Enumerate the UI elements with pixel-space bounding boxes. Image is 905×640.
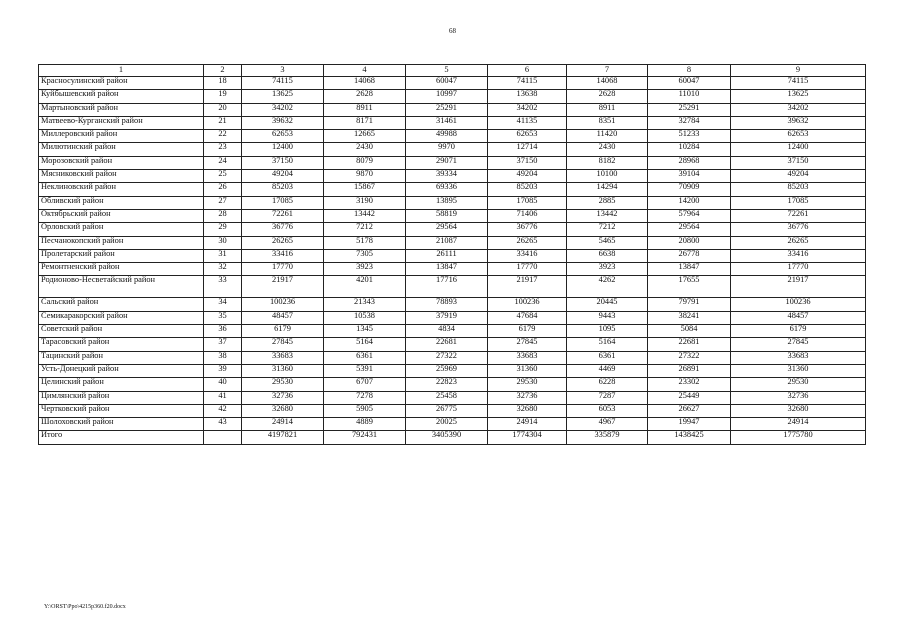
table-row xyxy=(39,143,866,156)
row-number-cell: 26 xyxy=(204,183,242,196)
value-cell: 13442 xyxy=(567,209,648,222)
row-number-cell: 43 xyxy=(204,418,242,431)
district-name-cell: Шолоховский район xyxy=(39,418,204,431)
value-cell: 48457 xyxy=(731,311,866,324)
value-cell: 12714 xyxy=(488,143,567,156)
row-number-cell: 39 xyxy=(204,364,242,377)
table-header-row xyxy=(39,65,866,77)
district-data-table xyxy=(38,64,866,445)
value-cell: 26265 xyxy=(488,236,567,249)
value-cell: 12400 xyxy=(731,143,866,156)
value-cell: 7305 xyxy=(324,249,406,262)
value-cell: 49204 xyxy=(242,170,324,183)
table-row xyxy=(39,364,866,377)
value-cell: 2628 xyxy=(567,90,648,103)
value-cell: 13638 xyxy=(488,90,567,103)
table-body xyxy=(39,77,866,445)
value-cell: 3923 xyxy=(324,263,406,276)
value-cell: 7278 xyxy=(324,391,406,404)
value-cell: 47684 xyxy=(488,311,567,324)
value-cell: 72261 xyxy=(731,209,866,222)
value-cell: 41135 xyxy=(488,116,567,129)
value-cell: 14068 xyxy=(324,77,406,90)
value-cell: 25449 xyxy=(648,391,731,404)
row-number-cell: 28 xyxy=(204,209,242,222)
value-cell: 23302 xyxy=(648,378,731,391)
row-number-cell: 19 xyxy=(204,90,242,103)
value-cell: 10284 xyxy=(648,143,731,156)
value-cell: 33683 xyxy=(731,351,866,364)
table-row xyxy=(39,418,866,431)
row-number-cell: 31 xyxy=(204,249,242,262)
district-name-cell: Песчанокопский район xyxy=(39,236,204,249)
value-cell: 25969 xyxy=(406,364,488,377)
value-cell: 26891 xyxy=(648,364,731,377)
row-number-cell: 33 xyxy=(204,276,242,298)
value-cell: 9970 xyxy=(406,143,488,156)
row-number-cell: 35 xyxy=(204,311,242,324)
district-name-cell: Миллеровский район xyxy=(39,130,204,143)
value-cell: 100236 xyxy=(488,298,567,311)
value-cell: 62653 xyxy=(731,130,866,143)
value-cell: 27322 xyxy=(648,351,731,364)
value-cell: 31360 xyxy=(488,364,567,377)
value-cell: 12665 xyxy=(324,130,406,143)
value-cell: 4889 xyxy=(324,418,406,431)
value-cell: 33416 xyxy=(488,249,567,262)
value-cell: 4834 xyxy=(406,325,488,338)
value-cell: 13847 xyxy=(406,263,488,276)
district-name-cell: Куйбышевский район xyxy=(39,90,204,103)
value-cell: 17085 xyxy=(488,196,567,209)
row-number-cell: 21 xyxy=(204,116,242,129)
value-cell: 6179 xyxy=(731,325,866,338)
district-name-cell: Тацинский район xyxy=(39,351,204,364)
value-cell: 13442 xyxy=(324,209,406,222)
row-number-cell: 23 xyxy=(204,143,242,156)
district-name-cell: Красносулинский район xyxy=(39,77,204,90)
value-cell: 8351 xyxy=(567,116,648,129)
value-cell: 100236 xyxy=(731,298,866,311)
value-cell: 24914 xyxy=(242,418,324,431)
value-cell: 72261 xyxy=(242,209,324,222)
value-cell: 36776 xyxy=(488,223,567,236)
district-name-cell: Обливский район xyxy=(39,196,204,209)
value-cell: 6053 xyxy=(567,404,648,417)
value-cell: 335879 xyxy=(567,431,648,444)
value-cell: 32736 xyxy=(731,391,866,404)
page-number: 68 xyxy=(449,27,456,35)
value-cell: 9443 xyxy=(567,311,648,324)
table-row xyxy=(39,209,866,222)
column-number-header: 1 xyxy=(39,65,204,77)
table-row xyxy=(39,391,866,404)
table-row xyxy=(39,183,866,196)
table-row xyxy=(39,263,866,276)
table-row xyxy=(39,325,866,338)
value-cell: 17770 xyxy=(731,263,866,276)
value-cell: 39632 xyxy=(242,116,324,129)
value-cell: 6179 xyxy=(488,325,567,338)
value-cell: 24914 xyxy=(731,418,866,431)
value-cell: 26627 xyxy=(648,404,731,417)
value-cell: 33683 xyxy=(242,351,324,364)
district-name-cell: Милютинский район xyxy=(39,143,204,156)
district-name-cell: Итого xyxy=(39,431,204,444)
column-number-header: 2 xyxy=(204,65,242,77)
value-cell: 49204 xyxy=(731,170,866,183)
value-cell: 19947 xyxy=(648,418,731,431)
value-cell: 32736 xyxy=(488,391,567,404)
value-cell: 5905 xyxy=(324,404,406,417)
value-cell: 6638 xyxy=(567,249,648,262)
district-name-cell: Орловский район xyxy=(39,223,204,236)
value-cell: 11420 xyxy=(567,130,648,143)
district-name-cell: Целинский район xyxy=(39,378,204,391)
value-cell: 25458 xyxy=(406,391,488,404)
value-cell: 6707 xyxy=(324,378,406,391)
value-cell: 1345 xyxy=(324,325,406,338)
value-cell: 29530 xyxy=(488,378,567,391)
value-cell: 8911 xyxy=(324,103,406,116)
value-cell: 1775780 xyxy=(731,431,866,444)
value-cell: 32680 xyxy=(488,404,567,417)
table-row xyxy=(39,404,866,417)
row-number-cell xyxy=(204,431,242,444)
value-cell: 51233 xyxy=(648,130,731,143)
district-name-cell: Чертковский район xyxy=(39,404,204,417)
value-cell: 21917 xyxy=(731,276,866,298)
value-cell: 26778 xyxy=(648,249,731,262)
value-cell: 31360 xyxy=(242,364,324,377)
value-cell: 17770 xyxy=(242,263,324,276)
row-number-cell: 22 xyxy=(204,130,242,143)
value-cell: 36776 xyxy=(731,223,866,236)
value-cell: 24914 xyxy=(488,418,567,431)
value-cell: 25291 xyxy=(648,103,731,116)
value-cell: 8079 xyxy=(324,156,406,169)
value-cell: 13895 xyxy=(406,196,488,209)
value-cell: 5465 xyxy=(567,236,648,249)
value-cell: 33416 xyxy=(731,249,866,262)
value-cell: 8171 xyxy=(324,116,406,129)
value-cell: 8911 xyxy=(567,103,648,116)
row-number-cell: 37 xyxy=(204,338,242,351)
value-cell: 10538 xyxy=(324,311,406,324)
value-cell: 27322 xyxy=(406,351,488,364)
value-cell: 85203 xyxy=(488,183,567,196)
value-cell: 20445 xyxy=(567,298,648,311)
value-cell: 7212 xyxy=(324,223,406,236)
column-number-header: 8 xyxy=(648,65,731,77)
district-name-cell: Мясниковский район xyxy=(39,170,204,183)
value-cell: 62653 xyxy=(488,130,567,143)
column-number-header: 5 xyxy=(406,65,488,77)
value-cell: 17655 xyxy=(648,276,731,298)
value-cell: 7212 xyxy=(567,223,648,236)
column-number-header: 4 xyxy=(324,65,406,77)
value-cell: 37150 xyxy=(488,156,567,169)
value-cell: 6179 xyxy=(242,325,324,338)
district-name-cell: Мартыновский район xyxy=(39,103,204,116)
table-row xyxy=(39,276,866,298)
value-cell: 2885 xyxy=(567,196,648,209)
row-number-cell: 32 xyxy=(204,263,242,276)
value-cell: 34202 xyxy=(731,103,866,116)
value-cell: 71406 xyxy=(488,209,567,222)
value-cell: 12400 xyxy=(242,143,324,156)
value-cell: 14200 xyxy=(648,196,731,209)
value-cell: 74115 xyxy=(731,77,866,90)
district-name-cell: Морозовский район xyxy=(39,156,204,169)
value-cell: 1774304 xyxy=(488,431,567,444)
value-cell: 38241 xyxy=(648,311,731,324)
value-cell: 21917 xyxy=(242,276,324,298)
value-cell: 5178 xyxy=(324,236,406,249)
table-row xyxy=(39,298,866,311)
value-cell: 58819 xyxy=(406,209,488,222)
value-cell: 5164 xyxy=(324,338,406,351)
row-number-cell: 24 xyxy=(204,156,242,169)
value-cell: 3923 xyxy=(567,263,648,276)
value-cell: 17716 xyxy=(406,276,488,298)
table-row xyxy=(39,351,866,364)
value-cell: 60047 xyxy=(406,77,488,90)
row-number-cell: 34 xyxy=(204,298,242,311)
value-cell: 32784 xyxy=(648,116,731,129)
row-number-cell: 36 xyxy=(204,325,242,338)
value-cell: 100236 xyxy=(242,298,324,311)
value-cell: 85203 xyxy=(731,183,866,196)
column-number-header: 7 xyxy=(567,65,648,77)
value-cell: 17085 xyxy=(731,196,866,209)
value-cell: 4469 xyxy=(567,364,648,377)
table-row xyxy=(39,311,866,324)
value-cell: 32680 xyxy=(731,404,866,417)
district-name-cell: Цимлянский район xyxy=(39,391,204,404)
table-row xyxy=(39,77,866,90)
value-cell: 29071 xyxy=(406,156,488,169)
value-cell: 78893 xyxy=(406,298,488,311)
district-name-cell: Тарасовский район xyxy=(39,338,204,351)
value-cell: 32680 xyxy=(242,404,324,417)
value-cell: 20800 xyxy=(648,236,731,249)
column-number-header: 3 xyxy=(242,65,324,77)
value-cell: 5084 xyxy=(648,325,731,338)
value-cell: 33683 xyxy=(488,351,567,364)
district-name-cell: Советский район xyxy=(39,325,204,338)
value-cell: 8182 xyxy=(567,156,648,169)
value-cell: 6228 xyxy=(567,378,648,391)
value-cell: 29530 xyxy=(242,378,324,391)
table-row xyxy=(39,103,866,116)
value-cell: 13625 xyxy=(242,90,324,103)
value-cell: 3405390 xyxy=(406,431,488,444)
value-cell: 1438425 xyxy=(648,431,731,444)
value-cell: 62653 xyxy=(242,130,324,143)
value-cell: 4197821 xyxy=(242,431,324,444)
value-cell: 21343 xyxy=(324,298,406,311)
value-cell: 37150 xyxy=(731,156,866,169)
value-cell: 792431 xyxy=(324,431,406,444)
row-number-cell: 38 xyxy=(204,351,242,364)
district-name-cell: Неклиновский район xyxy=(39,183,204,196)
value-cell: 32736 xyxy=(242,391,324,404)
total-row xyxy=(39,431,866,444)
value-cell: 5164 xyxy=(567,338,648,351)
value-cell: 20025 xyxy=(406,418,488,431)
value-cell: 17770 xyxy=(488,263,567,276)
district-name-cell: Пролетарский район xyxy=(39,249,204,262)
value-cell: 2628 xyxy=(324,90,406,103)
value-cell: 26111 xyxy=(406,249,488,262)
value-cell: 11010 xyxy=(648,90,731,103)
value-cell: 34202 xyxy=(488,103,567,116)
value-cell: 79791 xyxy=(648,298,731,311)
value-cell: 26265 xyxy=(731,236,866,249)
value-cell: 13847 xyxy=(648,263,731,276)
table-row xyxy=(39,236,866,249)
value-cell: 27845 xyxy=(488,338,567,351)
district-name-cell: Сальский район xyxy=(39,298,204,311)
table-row xyxy=(39,156,866,169)
value-cell: 4967 xyxy=(567,418,648,431)
value-cell: 2430 xyxy=(567,143,648,156)
district-name-cell: Ремонтненский район xyxy=(39,263,204,276)
value-cell: 39104 xyxy=(648,170,731,183)
row-number-cell: 27 xyxy=(204,196,242,209)
value-cell: 70909 xyxy=(648,183,731,196)
value-cell: 85203 xyxy=(242,183,324,196)
value-cell: 28968 xyxy=(648,156,731,169)
value-cell: 33416 xyxy=(242,249,324,262)
value-cell: 6361 xyxy=(324,351,406,364)
row-number-cell: 40 xyxy=(204,378,242,391)
value-cell: 39334 xyxy=(406,170,488,183)
table-row xyxy=(39,338,866,351)
row-number-cell: 30 xyxy=(204,236,242,249)
value-cell: 17085 xyxy=(242,196,324,209)
value-cell: 6361 xyxy=(567,351,648,364)
value-cell: 22681 xyxy=(406,338,488,351)
district-name-cell: Семикаракорский район xyxy=(39,311,204,324)
value-cell: 74115 xyxy=(242,77,324,90)
table-header xyxy=(39,65,866,77)
value-cell: 27845 xyxy=(242,338,324,351)
value-cell: 34202 xyxy=(242,103,324,116)
table-row xyxy=(39,249,866,262)
row-number-cell: 25 xyxy=(204,170,242,183)
table-row xyxy=(39,130,866,143)
table-row xyxy=(39,378,866,391)
row-number-cell: 42 xyxy=(204,404,242,417)
row-number-cell: 29 xyxy=(204,223,242,236)
district-name-cell: Родионово-Несветайский район xyxy=(39,276,204,298)
value-cell: 39632 xyxy=(731,116,866,129)
value-cell: 29530 xyxy=(731,378,866,391)
table-row xyxy=(39,223,866,236)
row-number-cell: 41 xyxy=(204,391,242,404)
value-cell: 29564 xyxy=(406,223,488,236)
row-number-cell: 20 xyxy=(204,103,242,116)
value-cell: 7287 xyxy=(567,391,648,404)
value-cell: 48457 xyxy=(242,311,324,324)
table-row xyxy=(39,196,866,209)
value-cell: 5391 xyxy=(324,364,406,377)
table-row xyxy=(39,116,866,129)
value-cell: 49204 xyxy=(488,170,567,183)
table-row xyxy=(39,170,866,183)
value-cell: 2430 xyxy=(324,143,406,156)
value-cell: 3190 xyxy=(324,196,406,209)
table-row xyxy=(39,90,866,103)
value-cell: 60047 xyxy=(648,77,731,90)
value-cell: 13625 xyxy=(731,90,866,103)
district-name-cell: Усть-Донецкий район xyxy=(39,364,204,377)
value-cell: 1095 xyxy=(567,325,648,338)
value-cell: 37150 xyxy=(242,156,324,169)
value-cell: 14068 xyxy=(567,77,648,90)
value-cell: 37919 xyxy=(406,311,488,324)
value-cell: 27845 xyxy=(731,338,866,351)
column-number-header: 6 xyxy=(488,65,567,77)
value-cell: 4201 xyxy=(324,276,406,298)
value-cell: 9870 xyxy=(324,170,406,183)
value-cell: 29564 xyxy=(648,223,731,236)
value-cell: 14294 xyxy=(567,183,648,196)
value-cell: 31360 xyxy=(731,364,866,377)
value-cell: 31461 xyxy=(406,116,488,129)
value-cell: 10997 xyxy=(406,90,488,103)
value-cell: 69336 xyxy=(406,183,488,196)
district-name-cell: Матвеево-Курганский район xyxy=(39,116,204,129)
value-cell: 26265 xyxy=(242,236,324,249)
value-cell: 4262 xyxy=(567,276,648,298)
value-cell: 26775 xyxy=(406,404,488,417)
value-cell: 74115 xyxy=(488,77,567,90)
value-cell: 25291 xyxy=(406,103,488,116)
value-cell: 15867 xyxy=(324,183,406,196)
value-cell: 22823 xyxy=(406,378,488,391)
column-number-header: 9 xyxy=(731,65,866,77)
row-number-cell: 18 xyxy=(204,77,242,90)
file-path-footer: Y:\ORST\Ppo\4215p360.f20.docx xyxy=(44,604,126,610)
value-cell: 22681 xyxy=(648,338,731,351)
value-cell: 10100 xyxy=(567,170,648,183)
district-name-cell: Октябрьский район xyxy=(39,209,204,222)
value-cell: 21087 xyxy=(406,236,488,249)
value-cell: 21917 xyxy=(488,276,567,298)
value-cell: 36776 xyxy=(242,223,324,236)
value-cell: 49988 xyxy=(406,130,488,143)
value-cell: 57964 xyxy=(648,209,731,222)
